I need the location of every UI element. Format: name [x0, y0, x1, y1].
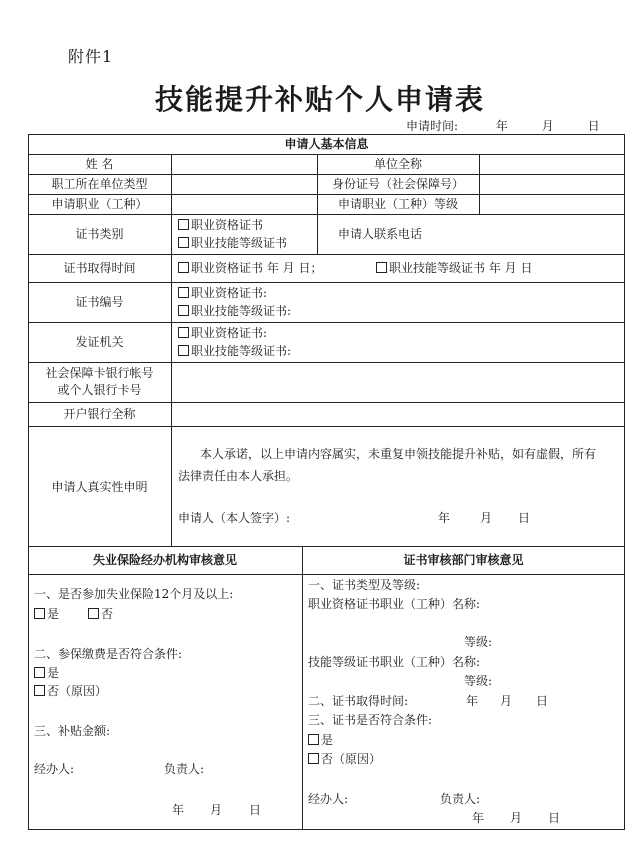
- checkbox-icon: [34, 667, 45, 678]
- right-handler: 经办人:: [308, 792, 349, 806]
- apply-date: [406, 117, 600, 134]
- right-level-1: 等级:: [464, 635, 493, 649]
- cert-number-skill[interactable]: 职业技能等级证书:: [178, 303, 291, 319]
- right-q3: 三、证书是否符合条件:: [308, 713, 433, 727]
- checkbox-icon: [178, 219, 189, 230]
- checkbox-icon: [308, 753, 319, 764]
- cert-number-label: 证书编号: [75, 295, 124, 309]
- cert-review-header: 证书审核部门审核意见: [403, 553, 524, 567]
- cert-type-label: 证书类别: [75, 227, 124, 241]
- checkbox-icon: [178, 345, 189, 356]
- right-q3-no[interactable]: 否（原因）: [308, 751, 381, 767]
- declaration-text-2: 法律责任由本人承担。: [178, 469, 299, 483]
- right-q2-day: 日: [536, 694, 549, 708]
- right-leader: 负责人:: [440, 792, 481, 806]
- right-q2: 二、证书取得时间:: [308, 694, 409, 708]
- checkbox-icon: [178, 305, 189, 316]
- issuer-label: 发证机关: [75, 335, 124, 349]
- cert-number-qualification[interactable]: 职业资格证书:: [178, 285, 267, 301]
- checkbox-icon: [308, 734, 319, 745]
- bank-name-label: 开户银行全称: [63, 407, 136, 421]
- left-q2-no[interactable]: 否（原因）: [34, 683, 107, 699]
- signature-day: 日: [518, 511, 531, 525]
- cert-type-option-skill[interactable]: 职业技能等级证书: [178, 235, 287, 251]
- checkbox-icon: [178, 287, 189, 298]
- name-label: 姓 名: [85, 157, 114, 171]
- right-month: 月: [510, 811, 523, 825]
- left-q1-yes[interactable]: 是: [34, 606, 59, 622]
- checkbox-icon: [376, 262, 387, 273]
- phone-label: 申请人联系电话: [338, 227, 423, 241]
- checkbox-icon: [34, 685, 45, 696]
- left-q2-yes[interactable]: 是: [34, 665, 59, 681]
- right-year: 年: [472, 811, 485, 825]
- right-skill-name: 技能等级证书职业（工种）名称:: [308, 655, 481, 669]
- apply-day: 日: [587, 119, 600, 133]
- basic-info-header: 申请人基本信息: [284, 137, 369, 151]
- apply-year: 年: [495, 119, 508, 133]
- checkbox-icon: [178, 262, 189, 273]
- right-day: 日: [548, 811, 561, 825]
- left-handler: 经办人:: [34, 762, 75, 776]
- right-q2-month: 月: [500, 694, 513, 708]
- left-q2: 二、参保缴费是否符合条件:: [34, 647, 183, 661]
- bank-account-label-1: 社会保障卡银行帐号: [45, 366, 154, 380]
- application-form-table: [28, 134, 625, 830]
- right-level-2: 等级:: [464, 674, 493, 688]
- cert-time-qualification[interactable]: 职业资格证书 年 月 日；: [178, 260, 322, 276]
- right-qual-name: 职业资格证书职业（工种）名称:: [308, 597, 481, 611]
- id-number-label: 身份证号（社会保障号）: [331, 177, 464, 191]
- right-q1: 一、证书类型及等级:: [308, 578, 421, 592]
- checkbox-icon: [34, 608, 45, 619]
- attachment-label: 附件1: [68, 47, 114, 66]
- right-q2-year: 年: [466, 694, 479, 708]
- cert-type-option-qualification[interactable]: 职业资格证书: [178, 217, 263, 233]
- checkbox-icon: [178, 237, 189, 248]
- occupation-label: 申请职业（工种）: [51, 197, 148, 211]
- signature-month: 月: [480, 511, 493, 525]
- issuer-skill[interactable]: 职业技能等级证书:: [178, 343, 291, 359]
- cert-time-skill[interactable]: 职业技能等级证书 年 月 日: [376, 260, 532, 276]
- unemployment-review-header: 失业保险经办机构审核意见: [92, 553, 237, 567]
- signature-label: 申请人（本人签字）:: [178, 511, 291, 525]
- left-leader: 负责人:: [164, 762, 205, 776]
- left-q3: 三、补贴金额:: [34, 724, 111, 738]
- left-month: 月: [210, 803, 223, 817]
- checkbox-icon: [88, 608, 99, 619]
- cert-time-label: 证书取得时间: [63, 261, 136, 275]
- apply-date-label: 申请时间:: [406, 119, 459, 133]
- left-q1-no[interactable]: 否: [88, 606, 113, 622]
- issuer-qualification[interactable]: 职业资格证书:: [178, 325, 267, 341]
- org-name-label: 单位全称: [373, 157, 422, 171]
- signature-year: 年: [438, 511, 451, 525]
- right-q3-yes[interactable]: 是: [308, 732, 333, 748]
- bank-account-label-2: 或个人银行卡号: [57, 383, 142, 397]
- apply-month: 月: [541, 119, 554, 133]
- declaration-text-1: 本人承诺，以上申请内容属实，未重复申领技能提升补贴，如有虚假，所有: [200, 447, 597, 461]
- occupation-level-label: 申请职业（工种）等级: [337, 197, 458, 211]
- unit-type-label: 职工所在单位类型: [51, 177, 148, 191]
- checkbox-icon: [178, 327, 189, 338]
- left-year: 年: [172, 803, 185, 817]
- declaration-label: 申请人真实性申明: [51, 480, 148, 494]
- left-day: 日: [249, 803, 262, 817]
- left-q1: 一、是否参加失业保险12个月及以上:: [34, 587, 234, 601]
- form-title: 技能提升补贴个人申请表: [154, 83, 485, 116]
